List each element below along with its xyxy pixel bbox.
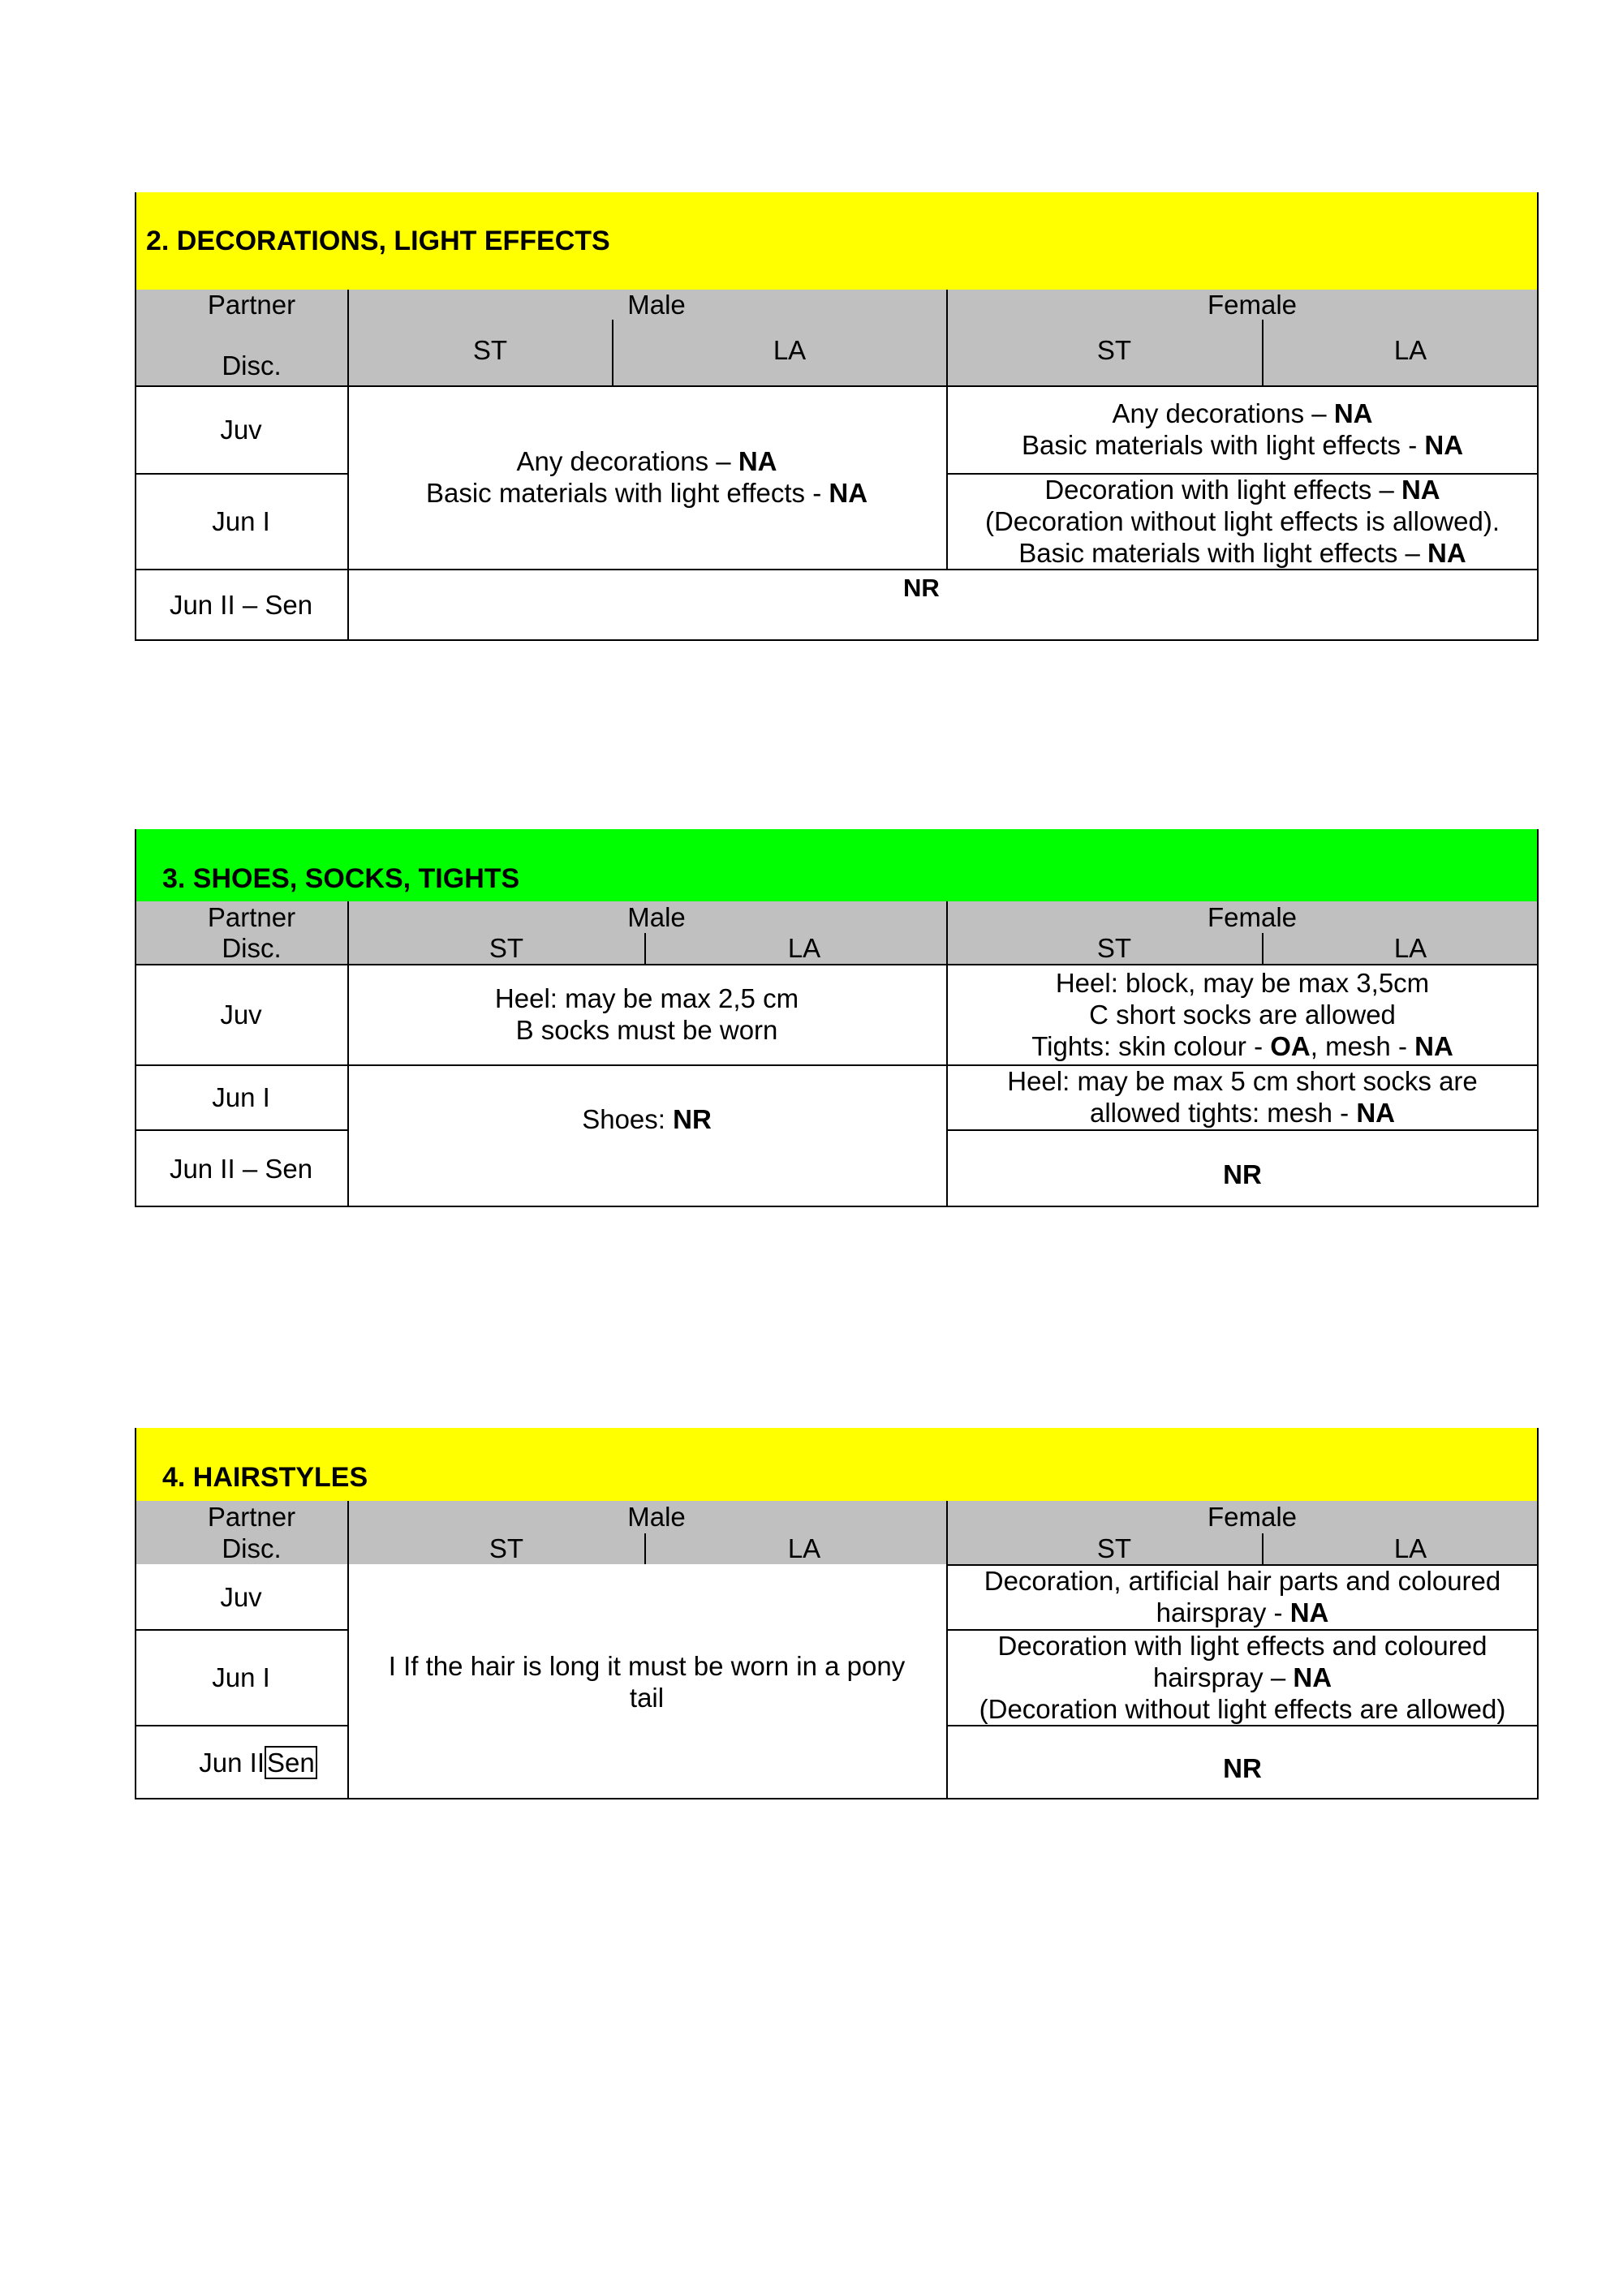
male-la-label: LA (787, 1533, 821, 1563)
female-la-label: LA (1393, 933, 1427, 963)
jun2-sen-value: NR (903, 574, 940, 602)
disc-label: Disc. (222, 933, 282, 963)
male-all-cell: I If the hair is long it must be worn in a pony tail (388, 1651, 906, 1713)
female-st-label: ST (1096, 335, 1132, 365)
male-jun1-sen-cell: Shoes: NR (582, 1104, 712, 1134)
row-label-juv: Juv (220, 1581, 262, 1612)
row-label-jun1: Jun I (212, 1662, 270, 1692)
section-title: 2. DECORATIONS, LIGHT EFFECTS (146, 226, 610, 256)
section-decorations (135, 192, 1539, 641)
male-label: Male (627, 1502, 686, 1532)
male-la-label: LA (773, 335, 807, 365)
header-row (135, 901, 1539, 964)
section-title: 4. HAIRSTYLES (162, 1462, 368, 1493)
male-st-label: ST (489, 933, 524, 963)
header-row (135, 1501, 1539, 1564)
female-jun2-sen-cell: NR (1223, 1752, 1262, 1783)
female-label: Female (1207, 1502, 1298, 1532)
row-label-jun2-sen: Jun II – Sen (169, 1153, 313, 1184)
header-row (135, 290, 1539, 385)
female-label: Female (1207, 902, 1298, 932)
female-st-label: ST (1096, 933, 1132, 963)
female-juv-cell: Decoration, artificial hair parts and coloured hairspray - NA (984, 1566, 1501, 1627)
section-shoes (135, 829, 1539, 1207)
partner-label: Partner (207, 290, 296, 320)
female-jun1-cell: Decoration with light effects – NA (Decoration without light effects is allowed). Basic materials with light effects – NA (984, 474, 1500, 568)
male-st-label: ST (472, 335, 508, 365)
female-st-label: ST (1096, 1533, 1132, 1563)
row-label-jun2-sen: Jun II – Sen (169, 590, 313, 620)
disc-label: Disc. (222, 1533, 282, 1563)
section-title: 3. SHOES, SOCKS, TIGHTS (162, 863, 520, 894)
male-juv-cell: Heel: may be max 2,5 cm B socks must be worn (494, 983, 799, 1045)
partner-label: Partner (207, 902, 296, 932)
row-label-jun1: Jun I (212, 1081, 270, 1112)
row-label-juv: Juv (220, 999, 262, 1030)
row-label-jun2-sen: Jun IISen (135, 1725, 347, 1799)
row-label-juv: Juv (220, 414, 262, 445)
female-la-label: LA (1393, 335, 1427, 365)
female-jun2-sen-cell: NR (1223, 1159, 1262, 1189)
disc-label: Disc. (222, 350, 282, 381)
female-juv-cell: Heel: block, may be max 3,5cm C short socks are allowed Tights: skin colour - OA, mesh - NA (1031, 967, 1453, 1061)
female-jun1-cell: Heel: may be max 5 cm short socks are allowed tights: mesh - NA (1007, 1066, 1478, 1128)
sen-boxed-label: Sen (265, 1746, 317, 1779)
male-st-label: ST (489, 1533, 524, 1563)
female-label: Female (1207, 290, 1298, 320)
female-jun1-cell: Decoration with light effects and coloured hairspray – NA (Decoration without light effects are allowed) (979, 1630, 1506, 1724)
section-hairstyles (135, 1428, 1539, 1799)
partner-label: Partner (207, 1502, 296, 1532)
row-label-jun1: Jun I (212, 505, 270, 536)
female-juv-cell: Any decorations – NA Basic materials with light effects - NA (1021, 398, 1464, 460)
male-label: Male (627, 290, 686, 320)
male-juv-jun1-cell: Any decorations – NA Basic materials with light effects - NA (425, 446, 868, 508)
male-label: Male (627, 902, 686, 932)
female-la-label: LA (1393, 1533, 1427, 1563)
male-la-label: LA (787, 933, 821, 963)
